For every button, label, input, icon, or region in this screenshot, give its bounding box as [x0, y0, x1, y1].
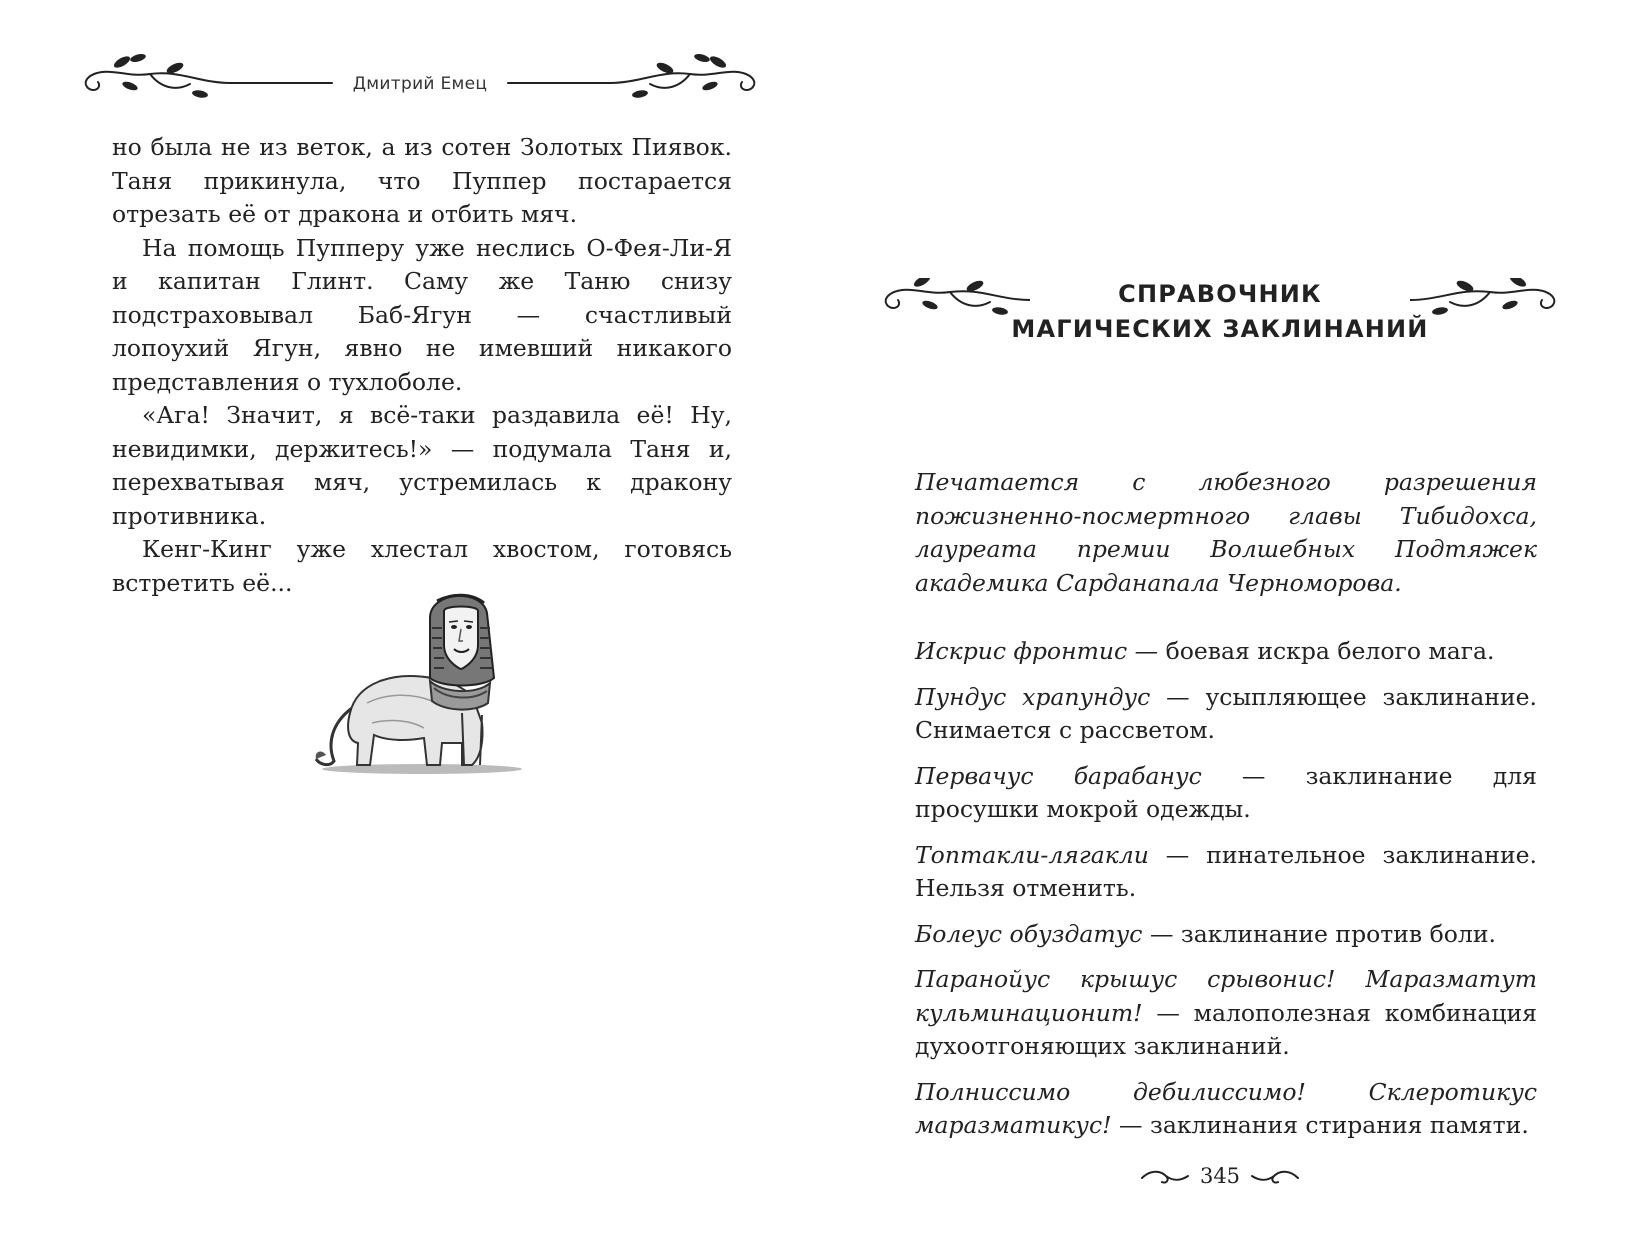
spell-definition: — боевая искра белого мага. — [1127, 637, 1495, 665]
heading-line-1: СПРАВОЧНИК — [1118, 280, 1322, 308]
spell-definition: — заклинание против боли. — [1142, 919, 1496, 948]
spell-definition: — заклинания стирания памяти. — [1111, 1111, 1529, 1139]
intro-paragraph: Печатается с любезного разрешения пожизненно-посмертного главы Тибидохса, лауреата премии Волшебных Подтяжек академика Сарданапала Черноморова. — [915, 468, 1537, 597]
author-name: Дмитрий Емец — [343, 74, 498, 94]
spell-entry — [915, 918, 1537, 952]
running-head — [80, 52, 760, 102]
spell-entry — [915, 681, 1537, 748]
spell-term: Паранойус крышус срывонис! Маразматут кульминационит! — [915, 965, 1537, 1027]
body-text — [112, 131, 732, 600]
sphinx-icon — [312, 583, 532, 783]
spell-entry — [915, 839, 1537, 906]
spell-reference — [915, 466, 1537, 1155]
page-number — [1140, 1162, 1300, 1192]
spell-entry — [915, 1076, 1537, 1143]
spell-term: Первачус барабанус — [915, 761, 1202, 790]
section-heading — [880, 278, 1560, 358]
spell-entry — [915, 963, 1537, 1064]
spell-entry — [915, 635, 1537, 669]
paragraph: «Ага! Значит, я всё-таки раздавила её! Ну, невидимки, держитесь!» — подумала Таня и, перехватывая мяч, устремилась к дракону противника. — [112, 401, 732, 530]
spell-definition: — заклинание для просушки мокрой одежды. — [915, 761, 1537, 823]
spell-term: Искрис фронтис — [915, 637, 1128, 665]
spell-term: Полниссимо дебилиссимо! Склеротикус маразматикус! — [915, 1077, 1537, 1139]
swirl-right-icon — [1250, 1168, 1300, 1188]
spell-definition: — малополезная комбинация духоотгоняющих заклинаний. — [915, 998, 1537, 1060]
spell-term: Пундус храпундус — [915, 682, 1151, 711]
heading-line-2: МАГИЧЕСКИХ ЗАКЛИНАНИЙ — [1011, 315, 1429, 343]
spell-term: Топтакли-лягакли — [915, 840, 1149, 869]
spell-entry — [915, 760, 1537, 827]
paragraph: Кенг-Кинг уже хлестал хвостом, готовясь встретить её... — [112, 535, 732, 597]
spell-definition: — пинательное заклинание. Нельзя отменить. — [915, 840, 1537, 902]
page-number-value: 345 — [1199, 1164, 1241, 1188]
paragraph: но была не из веток, а из сотен Золотых Пиявок. Таня прикинула, что Пуппер постарается отрезать её от дракона и отбить мяч. — [112, 133, 732, 228]
paragraph: На помощь Пупперу уже неслись О-Фея-Ли-Я и капитан Глинт. Саму же Таню снизу подстраховывал Баб-Ягун — счастливый лопоухий Ягун, явно не имевший никакого представления о тухлоболе. — [112, 233, 732, 396]
spell-definition: — усыпляющее заклинание. Снимается с рассветом. — [915, 682, 1537, 744]
spell-term: Болеус обуздатус — [915, 919, 1143, 948]
